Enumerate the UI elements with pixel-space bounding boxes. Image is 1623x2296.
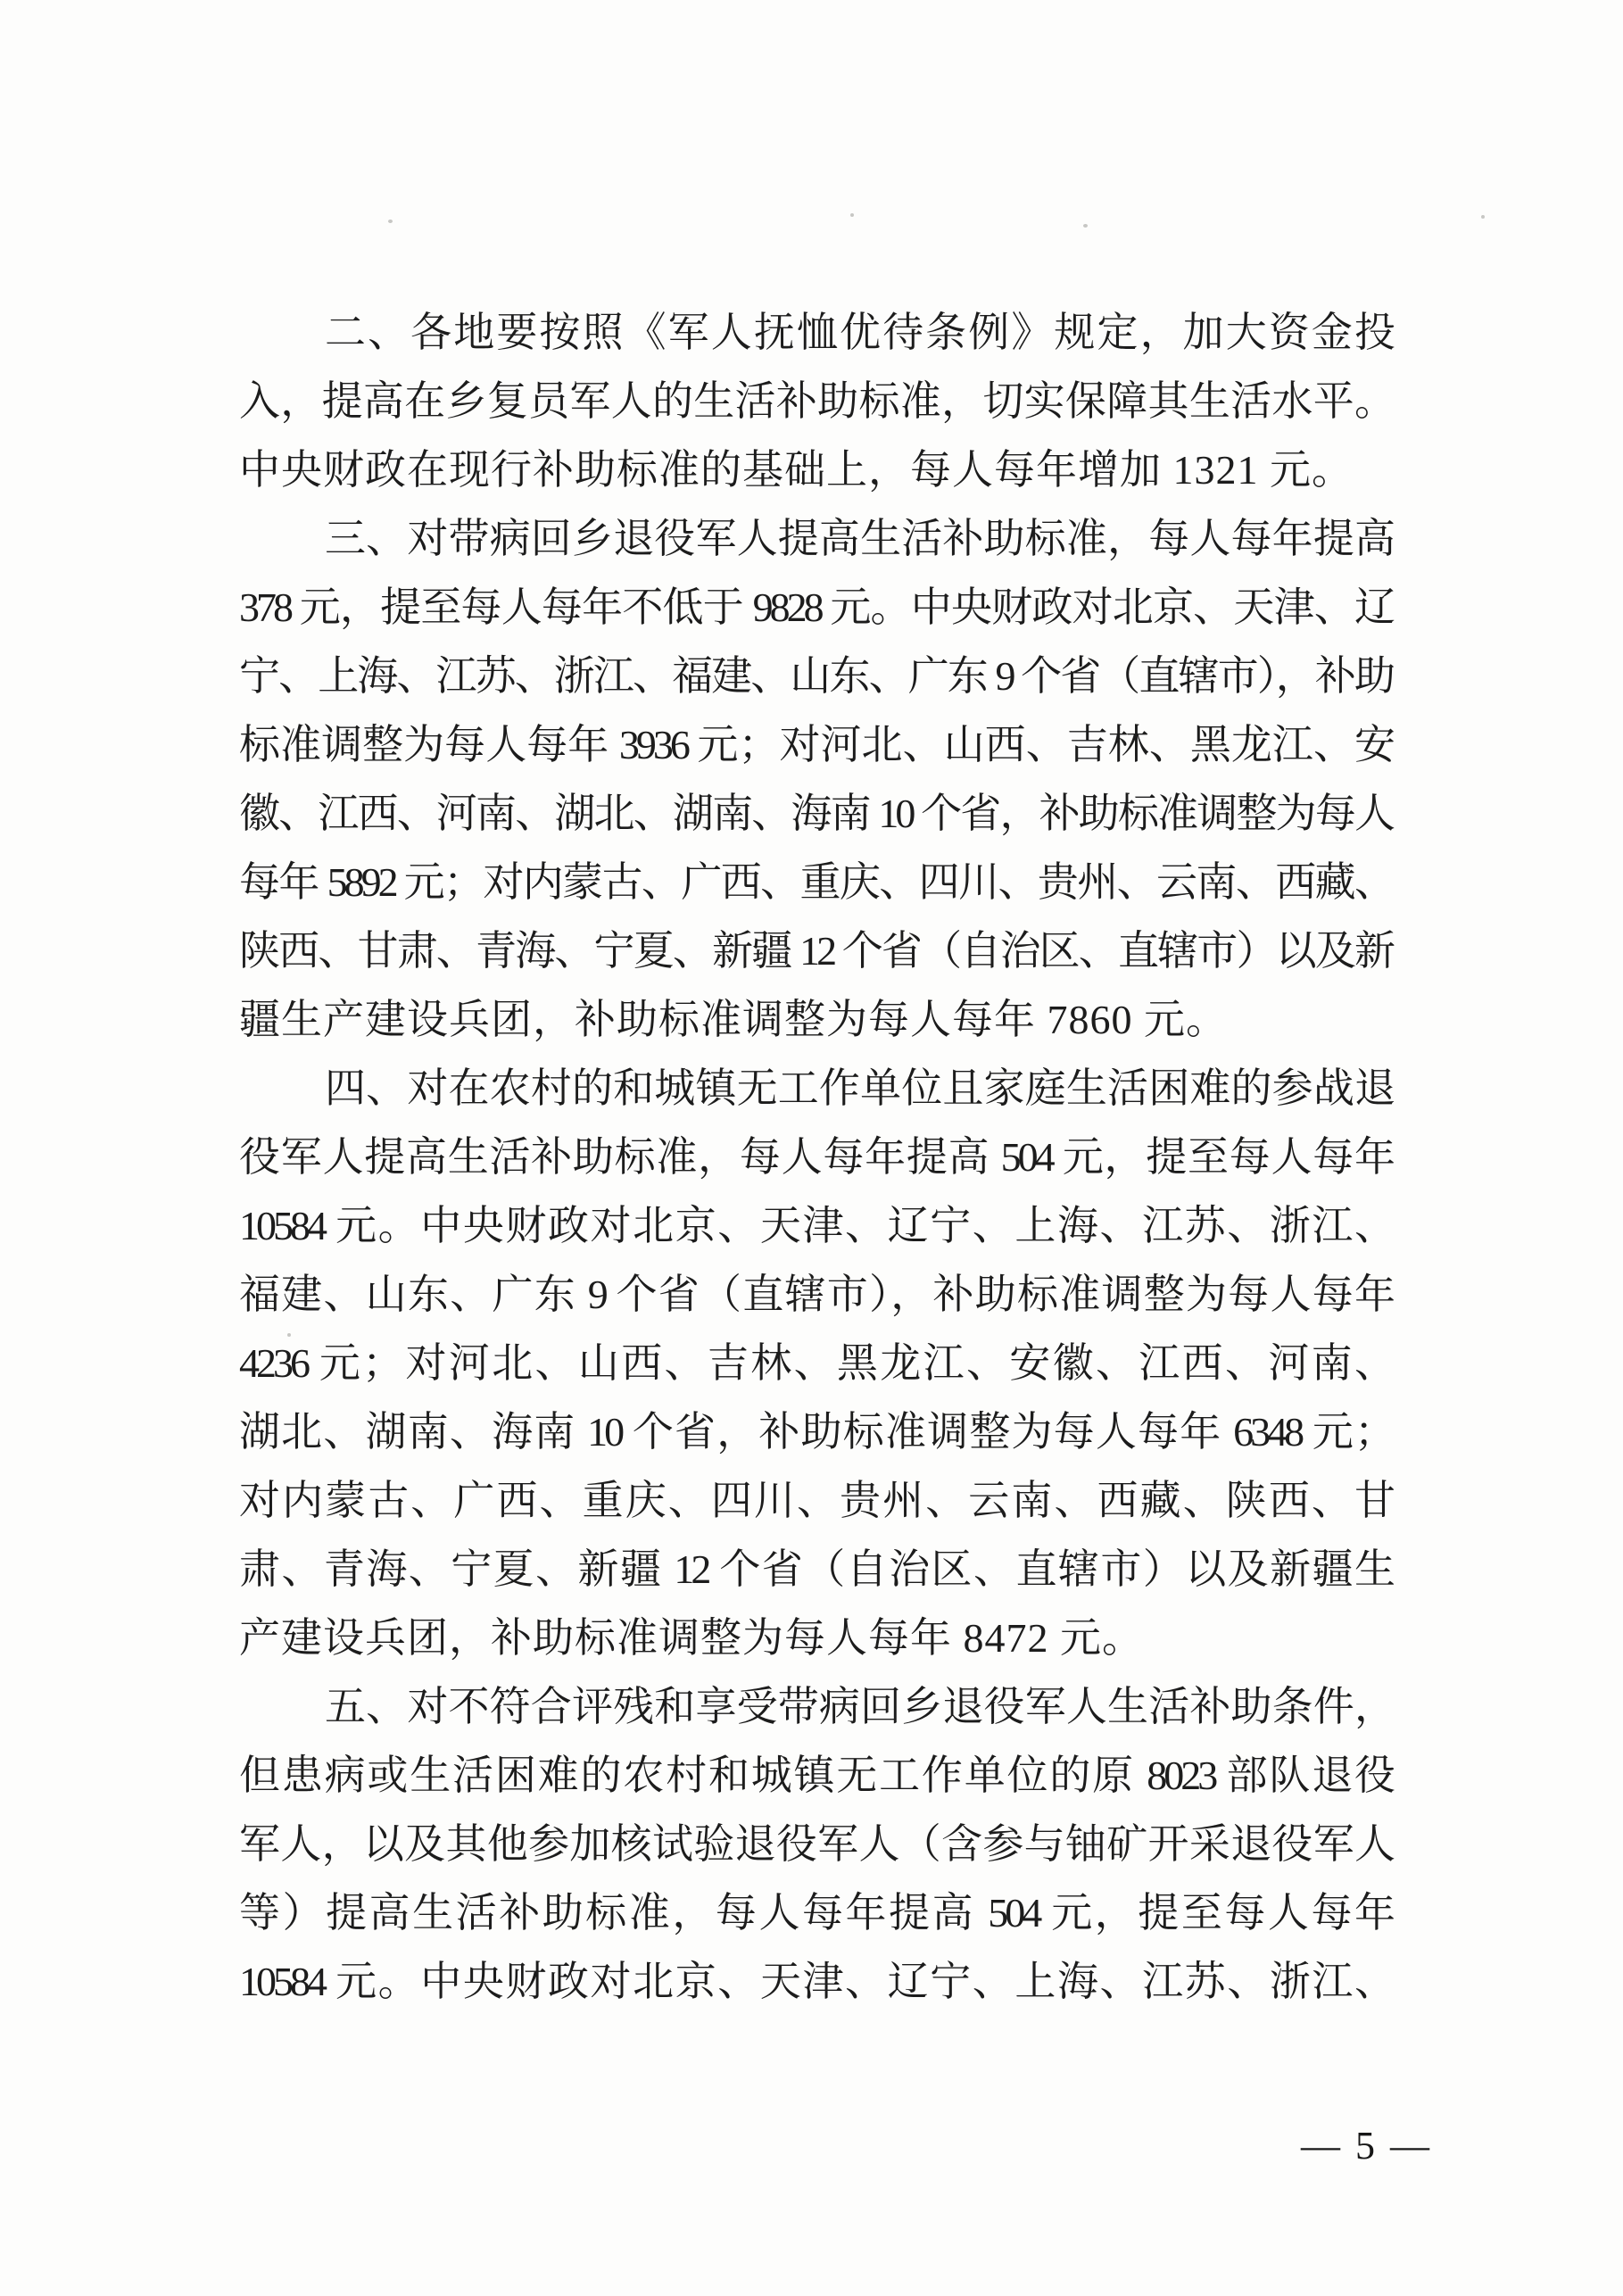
text-line: 疆生产建设兵团，补助标准调整为每人每年 7860 元。 (239, 997, 1228, 1042)
scan-speck (287, 1333, 291, 1337)
text-line: 军人，以及其他参加核试验退役军人（含参与铀矿开采退役军人 (239, 1821, 1392, 1867)
text-line: 五、对不符合评残和享受带病回乡退役军人生活补助条件， (325, 1684, 1392, 1729)
text-line: 入，提高在乡复员军人的生活补助标准，切实保障其生活水平。 (239, 378, 1392, 424)
text-line: 宁、上海、江苏、浙江、福建、山东、广东 9 个省（直辖市），补助 (239, 653, 1392, 699)
text-line: 徽、江西、河南、湖北、湖南、海南 10 个省，补助标准调整为每人 (239, 791, 1392, 836)
scan-speck (850, 213, 854, 217)
text-line: 二、各地要按照《军人抚恤优待条例》规定，加大资金投 (325, 310, 1392, 355)
text-line: 对内蒙古、广西、重庆、四川、贵州、云南、西藏、陕西、甘 (239, 1478, 1392, 1523)
text-line: 中央财政在现行补助标准的基础上，每人每年增加 1321 元。 (239, 447, 1354, 493)
page-number: — 5 — (1301, 2124, 1432, 2168)
text-line: 每年 5892 元；对内蒙古、广西、重庆、四川、贵州、云南、西藏、 (239, 859, 1392, 905)
text-line: 378 元，提至每人每年不低于 9828 元。中央财政对北京、天津、辽 (239, 584, 1392, 630)
text-line: 标准调整为每人每年 3936 元；对河北、山西、吉林、黑龙江、安 (239, 722, 1392, 767)
text-line: 但患病或生活困难的农村和城镇无工作单位的原 8023 部队退役 (239, 1753, 1392, 1798)
text-line: 湖北、湖南、海南 10 个省，补助标准调整为每人每年 6348 元； (239, 1409, 1392, 1455)
text-line: 福建、山东、广东 9 个省（直辖市），补助标准调整为每人每年 (239, 1272, 1392, 1317)
text-line: 三、对带病回乡退役军人提高生活补助标准，每人每年提高 (325, 516, 1392, 561)
scan-speck (1481, 215, 1485, 219)
text-line: 四、对在农村的和城镇无工作单位且家庭生活困难的参战退 (325, 1065, 1392, 1111)
text-line: 10584 元。中央财政对北京、天津、辽宁、上海、江苏、浙江、 (239, 1959, 1392, 2004)
text-line: 产建设兵团，补助标准调整为每人每年 8472 元。 (239, 1615, 1144, 1661)
scan-speck (388, 220, 393, 223)
text-line: 4236 元；对河北、山西、吉林、黑龙江、安徽、江西、河南、 (239, 1340, 1392, 1386)
text-line: 等）提高生活补助标准，每人每年提高 504 元，提至每人每年 (239, 1890, 1392, 1935)
text-line: 10584 元。中央财政对北京、天津、辽宁、上海、江苏、浙江、 (239, 1203, 1392, 1248)
text-line: 肃、青海、宁夏、新疆 12 个省（自治区、直辖市）以及新疆生 (239, 1546, 1392, 1592)
document-body (239, 298, 1392, 2016)
text-line: 陕西、甘肃、青海、宁夏、新疆 12 个省（自治区、直辖市）以及新 (239, 928, 1392, 974)
scan-speck (1083, 224, 1088, 228)
text-line: 役军人提高生活补助标准，每人每年提高 504 元，提至每人每年 (239, 1134, 1392, 1180)
